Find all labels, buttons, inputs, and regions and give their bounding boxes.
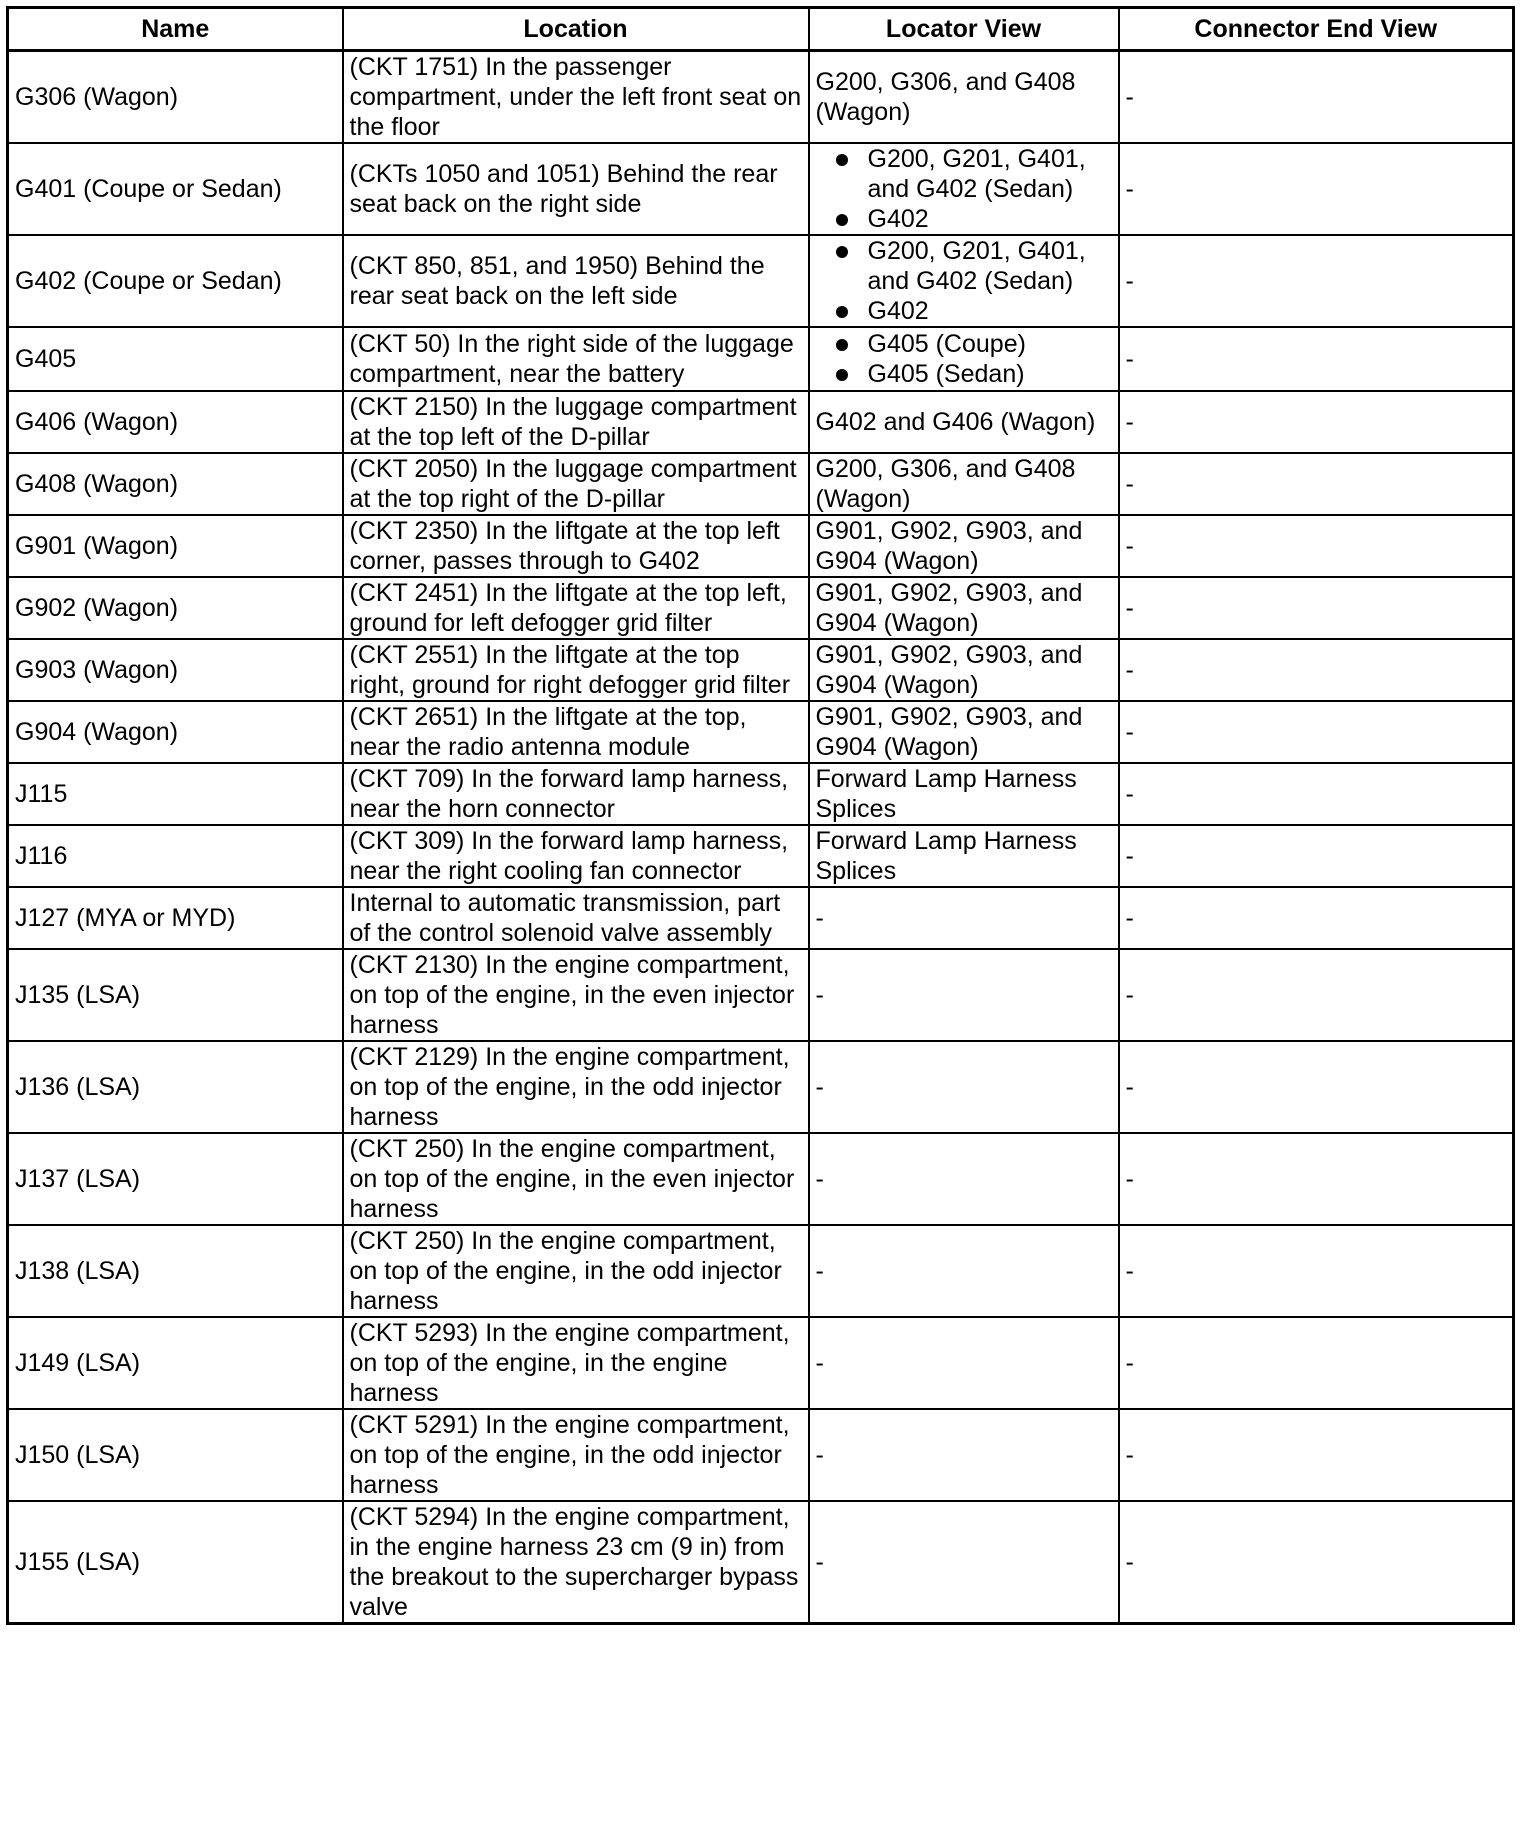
table-row [8, 887, 1514, 949]
table-row [8, 1317, 1514, 1409]
cell-locator-view: G200, G306, and G408 (Wagon) [809, 453, 1119, 515]
cell-locator-view [809, 235, 1119, 327]
table-row [8, 1409, 1514, 1501]
cell-locator-view: Forward Lamp Harness Splices [809, 825, 1119, 887]
table-row [8, 1133, 1514, 1225]
cell-location: (CKT 2451) In the liftgate at the top left, ground for left defogger grid filter [343, 577, 809, 639]
cell-connector-end-view: - [1119, 327, 1514, 391]
table-row [8, 391, 1514, 453]
cell-name: J155 (LSA) [8, 1501, 343, 1624]
locator-list [816, 144, 1112, 234]
cell-connector-end-view: - [1119, 1409, 1514, 1501]
cell-location: (CKT 2050) In the luggage compartment at the top right of the D-pillar [343, 453, 809, 515]
cell-locator-view: G200, G306, and G408 (Wagon) [809, 51, 1119, 144]
cell-locator-view: Forward Lamp Harness Splices [809, 763, 1119, 825]
cell-name: G901 (Wagon) [8, 515, 343, 577]
table-row [8, 1041, 1514, 1133]
cell-locator-view: G901, G902, G903, and G904 (Wagon) [809, 577, 1119, 639]
locator-list-item: G402 [834, 204, 1112, 234]
table-row [8, 143, 1514, 235]
cell-connector-end-view: - [1119, 235, 1514, 327]
cell-locator-view: G901, G902, G903, and G904 (Wagon) [809, 639, 1119, 701]
cell-location: (CKT 2130) In the engine compartment, on top of the engine, in the even injector harness [343, 949, 809, 1041]
cell-location: (CKT 5291) In the engine compartment, on top of the engine, in the odd injector harness [343, 1409, 809, 1501]
table-row [8, 639, 1514, 701]
table-row [8, 763, 1514, 825]
cell-location: (CKT 250) In the engine compartment, on top of the engine, in the odd injector harness [343, 1225, 809, 1317]
cell-location: (CKT 2150) In the luggage compartment at the top left of the D-pillar [343, 391, 809, 453]
cell-location: (CKT 1751) In the passenger compartment, under the left front seat on the floor [343, 51, 809, 144]
cell-locator-view: - [809, 1225, 1119, 1317]
locator-list-item: G200, G201, G401, and G402 (Sedan) [834, 236, 1112, 296]
cell-connector-end-view: - [1119, 825, 1514, 887]
cell-locator-view: - [809, 1409, 1119, 1501]
cell-connector-end-view: - [1119, 1225, 1514, 1317]
locator-list [816, 236, 1112, 326]
table-row [8, 51, 1514, 144]
table-row [8, 701, 1514, 763]
cell-name: J150 (LSA) [8, 1409, 343, 1501]
table-row [8, 235, 1514, 327]
table-row [8, 327, 1514, 391]
cell-connector-end-view: - [1119, 453, 1514, 515]
table-row [8, 1225, 1514, 1317]
header-location: Location [343, 8, 809, 51]
cell-name: J135 (LSA) [8, 949, 343, 1041]
cell-location: (CKT 5293) In the engine compartment, on top of the engine, in the engine harness [343, 1317, 809, 1409]
header-name: Name [8, 8, 343, 51]
cell-locator-view: G901, G902, G903, and G904 (Wagon) [809, 515, 1119, 577]
table-row [8, 453, 1514, 515]
cell-locator-view: G901, G902, G903, and G904 (Wagon) [809, 701, 1119, 763]
cell-location: (CKT 709) In the forward lamp harness, near the horn connector [343, 763, 809, 825]
cell-locator-view [809, 143, 1119, 235]
cell-connector-end-view: - [1119, 143, 1514, 235]
locator-list-item: G405 (Coupe) [834, 329, 1112, 359]
cell-location: (CKT 5294) In the engine compartment, in the engine harness 23 cm (9 in) from the breakout to the supercharger bypass valve [343, 1501, 809, 1624]
cell-connector-end-view: - [1119, 1317, 1514, 1409]
header-connector-end-view: Connector End View [1119, 8, 1514, 51]
cell-location: (CKT 2350) In the liftgate at the top left corner, passes through to G402 [343, 515, 809, 577]
cell-name: J149 (LSA) [8, 1317, 343, 1409]
cell-connector-end-view: - [1119, 1041, 1514, 1133]
cell-location: (CKT 2129) In the engine compartment, on top of the engine, in the odd injector harness [343, 1041, 809, 1133]
cell-locator-view: - [809, 1501, 1119, 1624]
cell-name: J138 (LSA) [8, 1225, 343, 1317]
locator-list-item: G405 (Sedan) [834, 359, 1112, 389]
cell-name: G401 (Coupe or Sedan) [8, 143, 343, 235]
cell-connector-end-view: - [1119, 701, 1514, 763]
cell-locator-view: - [809, 1317, 1119, 1409]
cell-locator-view: G402 and G406 (Wagon) [809, 391, 1119, 453]
cell-locator-view: - [809, 949, 1119, 1041]
table-row [8, 1501, 1514, 1624]
cell-locator-view: - [809, 887, 1119, 949]
table-row [8, 825, 1514, 887]
cell-locator-view: - [809, 1041, 1119, 1133]
cell-location: (CKT 250) In the engine compartment, on top of the engine, in the even injector harness [343, 1133, 809, 1225]
cell-name: G904 (Wagon) [8, 701, 343, 763]
cell-locator-view [809, 327, 1119, 391]
cell-location: (CKT 50) In the right side of the luggage compartment, near the battery [343, 327, 809, 391]
cell-location: Internal to automatic transmission, part of the control solenoid valve assembly [343, 887, 809, 949]
cell-connector-end-view: - [1119, 1501, 1514, 1624]
locator-list-item: G402 [834, 296, 1112, 326]
cell-name: J137 (LSA) [8, 1133, 343, 1225]
locator-list [816, 329, 1112, 389]
cell-name: G306 (Wagon) [8, 51, 343, 144]
locator-list-item: G200, G201, G401, and G402 (Sedan) [834, 144, 1112, 204]
cell-connector-end-view: - [1119, 639, 1514, 701]
cell-location: (CKT 2551) In the liftgate at the top right, ground for right defogger grid filter [343, 639, 809, 701]
cell-connector-end-view: - [1119, 51, 1514, 144]
cell-name: J116 [8, 825, 343, 887]
cell-connector-end-view: - [1119, 515, 1514, 577]
header-locator-view: Locator View [809, 8, 1119, 51]
cell-name: G406 (Wagon) [8, 391, 343, 453]
cell-name: J136 (LSA) [8, 1041, 343, 1133]
header-row [8, 8, 1514, 51]
cell-connector-end-view: - [1119, 763, 1514, 825]
cell-connector-end-view: - [1119, 577, 1514, 639]
cell-name: G402 (Coupe or Sedan) [8, 235, 343, 327]
splice-ground-table [6, 6, 1515, 1625]
cell-name: G903 (Wagon) [8, 639, 343, 701]
cell-location: (CKT 309) In the forward lamp harness, near the right cooling fan connector [343, 825, 809, 887]
cell-name: G405 [8, 327, 343, 391]
cell-name: G902 (Wagon) [8, 577, 343, 639]
cell-connector-end-view: - [1119, 1133, 1514, 1225]
table-row [8, 949, 1514, 1041]
table-row [8, 577, 1514, 639]
cell-location: (CKT 2651) In the liftgate at the top, near the radio antenna module [343, 701, 809, 763]
cell-connector-end-view: - [1119, 949, 1514, 1041]
cell-location: (CKTs 1050 and 1051) Behind the rear seat back on the right side [343, 143, 809, 235]
cell-name: G408 (Wagon) [8, 453, 343, 515]
cell-name: J127 (MYA or MYD) [8, 887, 343, 949]
table-body [8, 51, 1514, 1624]
cell-name: J115 [8, 763, 343, 825]
cell-locator-view: - [809, 1133, 1119, 1225]
cell-connector-end-view: - [1119, 391, 1514, 453]
cell-location: (CKT 850, 851, and 1950) Behind the rear seat back on the left side [343, 235, 809, 327]
table-row [8, 515, 1514, 577]
cell-connector-end-view: - [1119, 887, 1514, 949]
